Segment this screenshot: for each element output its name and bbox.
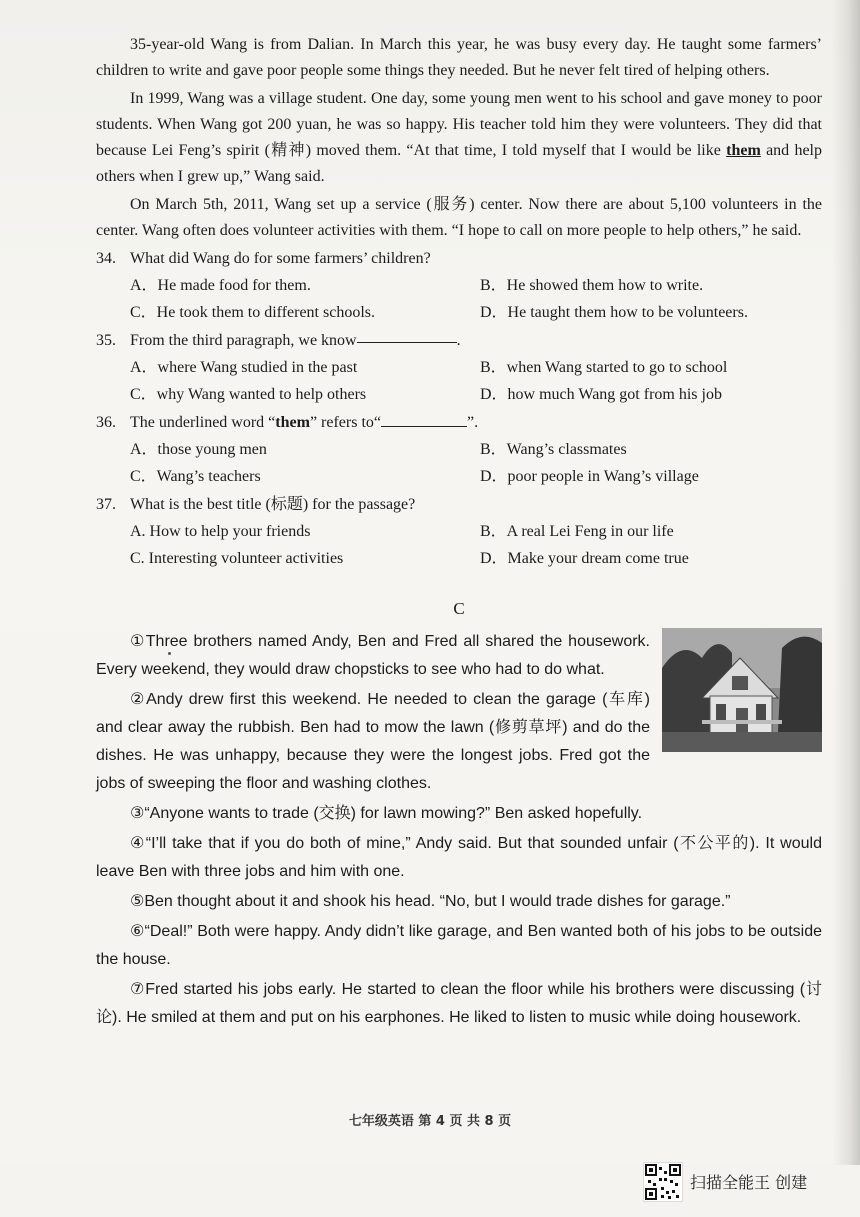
option-c: C．why Wang wanted to help others bbox=[130, 386, 367, 403]
option-b: B．He showed them how to write. bbox=[480, 277, 704, 294]
passage-c-paragraph-5: ⑤Ben thought about it and shook his head. “No, but I would trade dishes for garage.” bbox=[130, 893, 731, 910]
option-c: C．Wang’s teachers bbox=[130, 468, 261, 485]
paragraph-text: In 1999, Wang was a village student. One day, some young men went to his school and gave money to poor students. When Wang got 200 yuan, he was so happy. His teacher told him they were volunteers. They did that because Lei Feng’s spirit (精神) moved them. “At that time, I told myself that I would be like bbox=[96, 90, 822, 159]
question-35 bbox=[96, 328, 822, 408]
stem-bold-word: them bbox=[275, 414, 310, 431]
answer-blank bbox=[381, 412, 467, 427]
qr-code-icon bbox=[643, 1162, 683, 1202]
question-34 bbox=[96, 246, 822, 326]
stray-dot bbox=[168, 652, 171, 655]
option-a: A. How to help your friends bbox=[130, 523, 311, 540]
question-stem: What did Wang do for some farmers’ children? bbox=[130, 250, 431, 267]
passage-b-paragraph-2 bbox=[96, 86, 822, 190]
stem-text: ” refers to“ bbox=[309, 414, 381, 431]
passage-c-paragraph-1: ①Three brothers named Andy, Ben and Fred all shared the housework. Every weekend, they would draw chopsticks to see who had to do what. bbox=[96, 633, 650, 678]
option-c: C．He took them to different schools. bbox=[130, 304, 376, 321]
scanner-brand-label: 扫描全能王 创建 bbox=[690, 1173, 808, 1192]
option-d: D．poor people in Wang’s village bbox=[480, 468, 699, 485]
passage-c-paragraph-7: ⑦Fred started his jobs early. He started to clean the floor while his brothers were discussing (讨论). He smiled at them and put on his earphones. He liked to listen to music while doing housework. bbox=[96, 981, 822, 1026]
question-number: 35. bbox=[96, 332, 116, 349]
question-stem: What is the best title (标题) for the passage? bbox=[130, 496, 416, 513]
option-c: C. Interesting volunteer activities bbox=[130, 550, 344, 567]
paragraph-text: and help others when I grew up,” Wang said. bbox=[96, 142, 822, 185]
section-heading: C bbox=[453, 599, 465, 618]
question-number: 34. bbox=[96, 250, 116, 267]
page-content bbox=[96, 32, 822, 1034]
option-d: D．how much Wang got from his job bbox=[480, 386, 722, 403]
option-a: A．where Wang studied in the past bbox=[130, 359, 358, 376]
page-edge-shadow bbox=[832, 0, 860, 1165]
passage-c-paragraph-4: ④“I’ll take that if you do both of mine,” Andy said. But that sounded unfair (不公平的). It would leave Ben with three jobs and him with one. bbox=[96, 835, 822, 880]
page-footer: 七年级英语 第 4 页 共 8 页 bbox=[348, 1114, 512, 1129]
passage-b-paragraph-3: On March 5th, 2011, Wang set up a service (服务) center. Now there are about 5,100 volunteers in the center. Wang often does volunteer activities with them. “I hope to call on more people to help others,” he said. bbox=[96, 196, 822, 239]
underlined-word: them bbox=[726, 142, 761, 159]
question-number: 36. bbox=[96, 414, 116, 431]
question-stem bbox=[130, 410, 478, 436]
option-d: D．Make your dream come true bbox=[480, 550, 689, 567]
option-b: B．Wang’s classmates bbox=[480, 441, 627, 458]
passage-c-paragraph-2: ②Andy drew first this weekend. He needed to clean the garage (车库) and clear away the rubbish. Ben had to mow the lawn (修剪草坪) and do the dishes. He was unhappy, because they were the longest jobs. Fred got the jobs of sweeping the floor and washing clothes. bbox=[96, 691, 650, 792]
passage-c-paragraph-6: ⑥“Deal!” Both were happy. Andy didn’t like garage, and Ben wanted both of his jobs to be outside the house. bbox=[96, 923, 822, 968]
question-stem: From the third paragraph, we know bbox=[130, 332, 357, 349]
question-37 bbox=[96, 492, 822, 572]
stem-punctuation: . bbox=[456, 332, 461, 349]
option-a: A．those young men bbox=[130, 441, 267, 458]
answer-blank bbox=[357, 328, 457, 343]
option-a: A．He made food for them. bbox=[130, 277, 311, 294]
question-number: 37. bbox=[96, 496, 116, 513]
question-36 bbox=[96, 410, 822, 490]
passage-b-paragraph-1: 35-year-old Wang is from Dalian. In March this year, he was busy every day. He taught some farmers’ children to write and gave poor people some things they needed. But he never felt tired of helping others. bbox=[96, 36, 822, 79]
stem-punctuation: ”. bbox=[467, 414, 479, 431]
passage-c-paragraph-3: ③“Anyone wants to trade (交换) for lawn mowing?” Ben asked hopefully. bbox=[130, 805, 643, 822]
option-b: B．when Wang started to go to school bbox=[480, 359, 728, 376]
stem-text: The underlined word “ bbox=[130, 414, 276, 431]
option-d: D．He taught them how to be volunteers. bbox=[480, 304, 748, 321]
option-b: B．A real Lei Feng in our life bbox=[480, 523, 674, 540]
passage-c bbox=[96, 628, 822, 1032]
house-photo bbox=[662, 628, 822, 752]
